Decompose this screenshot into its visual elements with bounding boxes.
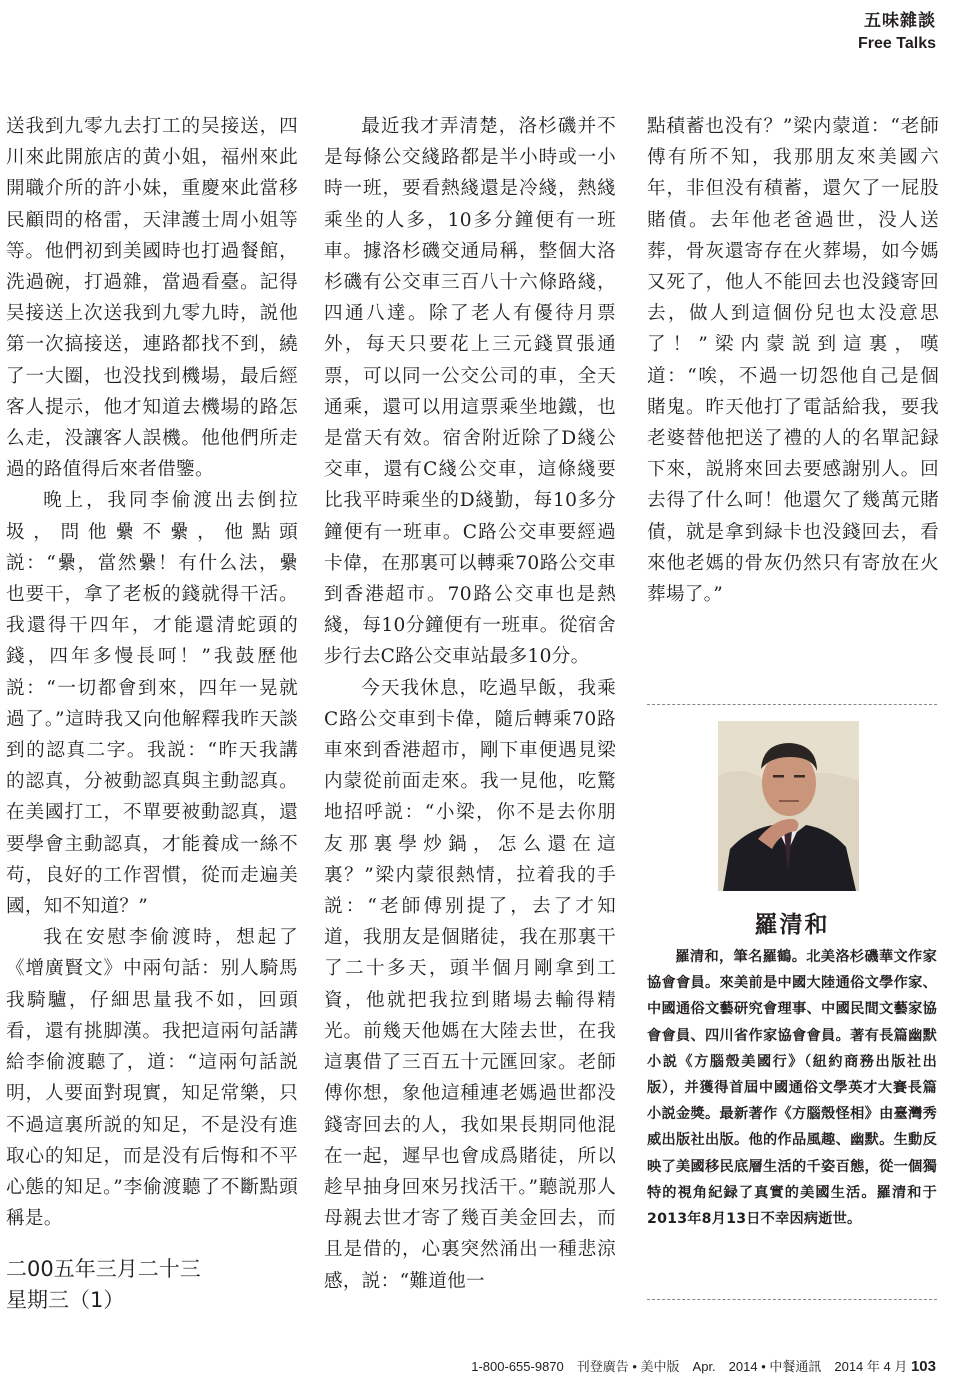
article-column-3 <box>647 111 939 610</box>
paragraph: 點積蓄也没有？”梁内蒙道：“老師傅有所不知，我那朋友來美國六年，非但没有積蓄，還欠了一屁股賭債。去年他老爸過世，没人送葬，骨灰還寄存在火葬場，如今媽又死了，他人不能回去也没錢寄回去，做人到這個份兒也太没意思了！”梁内蒙説到這裏，嘆道：“唉，不過一切怨他自己是個賭鬼。昨天他打了電話給我，要我老婆替他把送了禮的人的名單記録下來，説將來回去要感謝别人。回去得了什么呵！他還欠了幾萬元賭債，就是拿到緑卡也没錢回去，看來他老媽的骨灰仍然只有寄放在火葬場了。” <box>647 116 939 606</box>
footer-info: 1-800-655-9870 刊登廣告 • 美中版 Apr. 2014 • 中餐通訊 2014 年 4 月 <box>471 1359 911 1374</box>
page-footer <box>471 1356 936 1375</box>
article-column-2 <box>324 111 616 1297</box>
divider-top <box>647 704 937 705</box>
author-photo <box>718 721 859 891</box>
diary-weekday-line: 星期三（1） <box>6 1288 125 1312</box>
author-portrait-icon <box>718 721 859 891</box>
diary-date-heading <box>6 1254 306 1316</box>
diary-date-line: 二00五年三月二十三 <box>6 1257 201 1281</box>
author-name: 羅清和 <box>754 912 830 938</box>
paragraph: 最近我才弄清楚，洛杉磯并不是每條公交綫路都是半小時或一小時一班，要看熱綫還是冷綫，熱綫乘坐的人多，10多分鐘便有一班車。據洛杉磯交通局稱，整個大洛杉磯有公交車三百八十六條路綫，四通八達。除了老人有優待月票外，每天只要花上三元錢買張通票，可以同一公交公司的車，全天通乘，還可以用這票乘坐地鐵，也是當天有效。宿舍附近除了D綫公交車，還有C綫公交車，這條綫要比我平時乘坐的D綫勤，每10多分鐘便有一班車。C路公交車要經過卡偉，在那裏可以轉乘70路公交車到香港超市。70路公交車也是熱綫，每10分鐘便有一班車。從宿舍步行去C路公交車站最多10分。 <box>324 116 616 668</box>
paragraph: 我在安慰李偷渡時，想起了《增廣賢文》中兩句話：别人騎馬我騎驢，仔細思量我不如，回頭看，還有挑脚漢。我把這兩句話講給李偷渡聽了，道：“這兩句話説明，人要面對現實，知足常樂，只不過這裏所説的知足，不是没有進取心的知足，而是没有后悔和不平心態的知足。”李偷渡聽了不斷點頭稱是。 <box>6 927 298 1230</box>
author-bio: 羅清和，筆名羅鶴。北美洛杉磯華文作家協會會員。來美前是中國大陸通俗文學作家、中國通俗文藝研究會理事、中國民間文藝家協會會員、四川省作家協會會員。著有長篇幽默小説《方腦殼美國行》（紐約商務出版社出版），并獲得首屆中國通俗文學英才大賽長篇小説金獎。最新著作《方腦殼怪相》由臺灣秀威出版社出版。他的作品風趣、幽默。生動反映了美國移民底層生活的千姿百態，從一個獨特的視角紀録了真實的美國生活。羅清和于2013年8月13日不幸因病逝世。 <box>647 949 937 1228</box>
paragraph: 送我到九零九去打工的吴接送，四川來此開旅店的黄小姐，福州來此開職介所的許小妹，重慶來此當移民顧問的格雷，天津護士周小姐等等。他們初到美國時也打過餐館，洗過碗，打過雜，當過看臺。記得吴接送上次送我到九零九時，説他第一次搞接送，連路都找不到，繞了一大圈，也没找到機場，最后經客人提示，他才知道去機場的路怎么走，没讓客人誤機。他他們所走過的路值得后來者借鑒。 <box>6 116 298 481</box>
section-title-english: Free Talks <box>858 35 936 52</box>
section-header <box>858 6 936 53</box>
divider-bottom <box>647 1299 937 1300</box>
paragraph: 晚上，我同李偷渡出去倒拉圾，問他纍不纍，他點頭説：“纍，當然纍！有什么法，纍也要干，拿了老板的錢就得干活。我還得干四年，才能還清蛇頭的錢，四年多慢長呵！”我鼓歷他説：“一切都會到來，四年一晃就過了。”這時我又向他解釋我昨天談到的認真二字。我説：“昨天我講的認真，分被動認真與主動認真。在美國打工，不單要被動認真，還要學會主動認真，才能養成一絲不苟，良好的工作習慣，從而走遍美國，知不知道？” <box>6 490 298 918</box>
paragraph: 今天我休息，吃過早飯，我乘C路公交車到卡偉，隨后轉乘70路車來到香港超市，剛下車便遇見梁内蒙從前面走來。我一見他，吃驚地招呼説：“小梁，你不是去你朋友那裏學炒鍋，怎么還在這裏？”梁内蒙很熱情，拉着我的手説：“老師傅别提了，去了才知道，我朋友是個賭徒，我在那裏干了二十多天，頭半個月剛拿到工資，他就把我拉到賭場去輸得精光。前幾天他媽在大陸去世，在我這裏借了三百五十元匯回家。老師傅你想，象他這種連老媽過世都没錢寄回去的人，我如果長期同他混在一起，遲早也會成爲賭徒，所以趁早抽身回來另找活干。”聽説那人母親去世才寄了幾百美金回去，而且是借的，心裏突然涌出一種悲涼感，説：“難道他一 <box>324 677 616 1292</box>
article-column-1 <box>6 111 298 1234</box>
page-number: 103 <box>910 1358 936 1375</box>
section-title-chinese: 五味雜談 <box>864 11 936 31</box>
